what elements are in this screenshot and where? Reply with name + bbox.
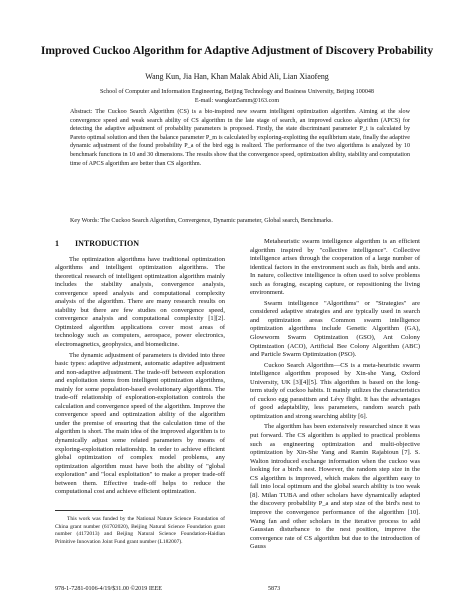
section-number: 1 [55,239,59,248]
page-number: 5873 [268,586,281,592]
paragraph: The optimization algorithms have traditional optimization algorithms and intelligent optimization algorithms. The theoretical research of intelligent optimization algorithm mainly includes the stability analysis, convergence analysis, convergence speed analysis and computational complexity analysis of the algorithm. There are many research results on stability but there are few studies on convergence speed, convergence analysis and computational complexity [1][2]. Optimized algorithm applications cover most areas of technology such as computers, aerospace, power electronics, electromagnetics, geophysics, and biomedicine. [55,255,225,349]
affiliation [0,88,474,105]
paper-title: Improved Cuckoo Algorithm for Adaptive Adjustment of Discovery Probability [40,44,434,57]
section-title: INTRODUCTION [75,239,140,248]
paragraph: Metaheuristic swarm intelligence algorithm is an efficient algorithm inspired by "collective intelligence". Collective intelligence arises through the cooperation of a large number of identical factors in the environment such as fish, birds and ants. In nature, collective intelligence is often used to solve problems such as foraging, escaping capture, or repositioning the living environment. [250,238,420,297]
footnote-divider [55,510,123,511]
paragraph: The dynamic adjustment of parameters is divided into three basic types: adaptive adjustment, automatic adaptive adjustment and non-adaptive adjustment. The trade-off between exploration and exploitation stems from intelligent optimization algorithms, mainly for some population-based evolutionary algorithms. The trade-off relationship of exploration-exploitation controls the calculation and convergence speed of the algorithm. Improve the convergence speed and optimization ability of the algorithm under the premise of ensuring that the calculation time of the algorithm is short. The main idea of the improved algorithm is to dynamically adjust some related parameters by means of exploring-exploitation relationship. In order to achieve efficient global optimization of complex model problems, any optimization algorithm must have both the ability of "global exploration" and "local exploitation" to make a proper trade-off between them. Effective trade-off helps to reduce the computational cost and achieve efficient optimization. [55,351,225,496]
author-list: Wang Kun, Jia Han, Khan Malak Abid Ali, Lian Xiaofeng [145,72,329,81]
abstract: Abstract: The Cuckoo Search Algorithm (CS) is a bio-inspired new swarm intelligent optimization algorithm. Aiming at the slow convergence speed and weak search ability of CS algorithm in the late stage of search, an improved cuckoo algorithm (APCS) for detecting the adaptive adjustment of probability parameters is proposed. Firstly, the state discriminant parameter P_t is calculated by Pareto optimal solution and then the balance parameter P_m is calculated by exploring-exploiting the equilibrium state, finally the adaptive dynamic adjustment of the found probability P_a of the bird egg is realized. The performance of the two algorithms is analyzed by 10 benchmark functions in 10 and 30 dimensions. The results show that the convergence speed, optimization ability, stability and computation time of APCS algorithm are better than CS algorithm. [70,109,410,167]
right-column [250,238,420,554]
funding-footnote [55,516,225,546]
keywords: Key Words: The Cuckoo Search Algorithm, Convergence, Dynamic parameter, Global search, Benchmarks. [70,218,333,224]
paragraph: Swarm intelligence "Algorithms" or "Strategies" are considered adaptive strategies and are typically used in search and optimization areas Common swarm intelligence optimization algorithms include Genetic Algorithm (GA), Glowworm Swarm Optimization (GSO), Ant Colony Optimization (ACO), Artificial Bee Colony Algorithm (ABC) and Particle Swarm Optimization (PSO). [250,299,420,359]
paragraph: The algorithm has been extensively researched since it was put forward. The CS algorithm is applied to practical problems such as engineering optimization and multi-objective optimization by Xin-She Yang and Ramin Rajabioun [7]. S. Walton introduced exchange information when the cuckoo was looking for a bird's nest. However, the random step size in the CS algorithm is improved, which makes the algorithm easy to fall into local optimum and the global search ability is too weak [8]. Milan TUBA and other scholars have dynamically adapted the discovery probability P_a and step size of the bird's nest to improve the convergence performance of the algorithm [10]. Wang fan and other scholars in the iterative process to add Gaussian disturbance to the nest position, improve the convergence rate of CS algorithm but due to the introduction of Gauss [250,423,420,551]
copyright-line: 978-1-7281-0106-4/19/$31.00 ©2019 IEEE [55,586,163,592]
paragraph: Cuckoo Search Algorithm—CS is a meta-heuristic swarm intelligence algorithm proposed by Xin-she Yang, Oxford University, UK [3][4][5]. This algorithm is based on the long-term study of cuckoo habits. It mainly utilizes the characteristics of cuckoo egg parasitism and Lévy flight. It has the advantages of good adaptability, less parameters, random search path optimization and strong searching ability [6]. [250,361,420,420]
footnote-text: This work was funded by the National Nature Science Foundation of China grant number (61702020), Beijing Natural Science Foundation grant number (4172013) and Beijing Natural Science Foundation-Haidian Primitive Innovation Joint Fund grant number (L182007). [55,516,225,545]
affiliation-line: School of Computer and Information Engineering, Beijing Technology and Business University, Beijing 100048 [100,89,374,95]
section-heading [55,240,225,249]
email-line: E-mail: wangkun5amm@163.com [194,97,280,104]
left-column [55,238,225,499]
